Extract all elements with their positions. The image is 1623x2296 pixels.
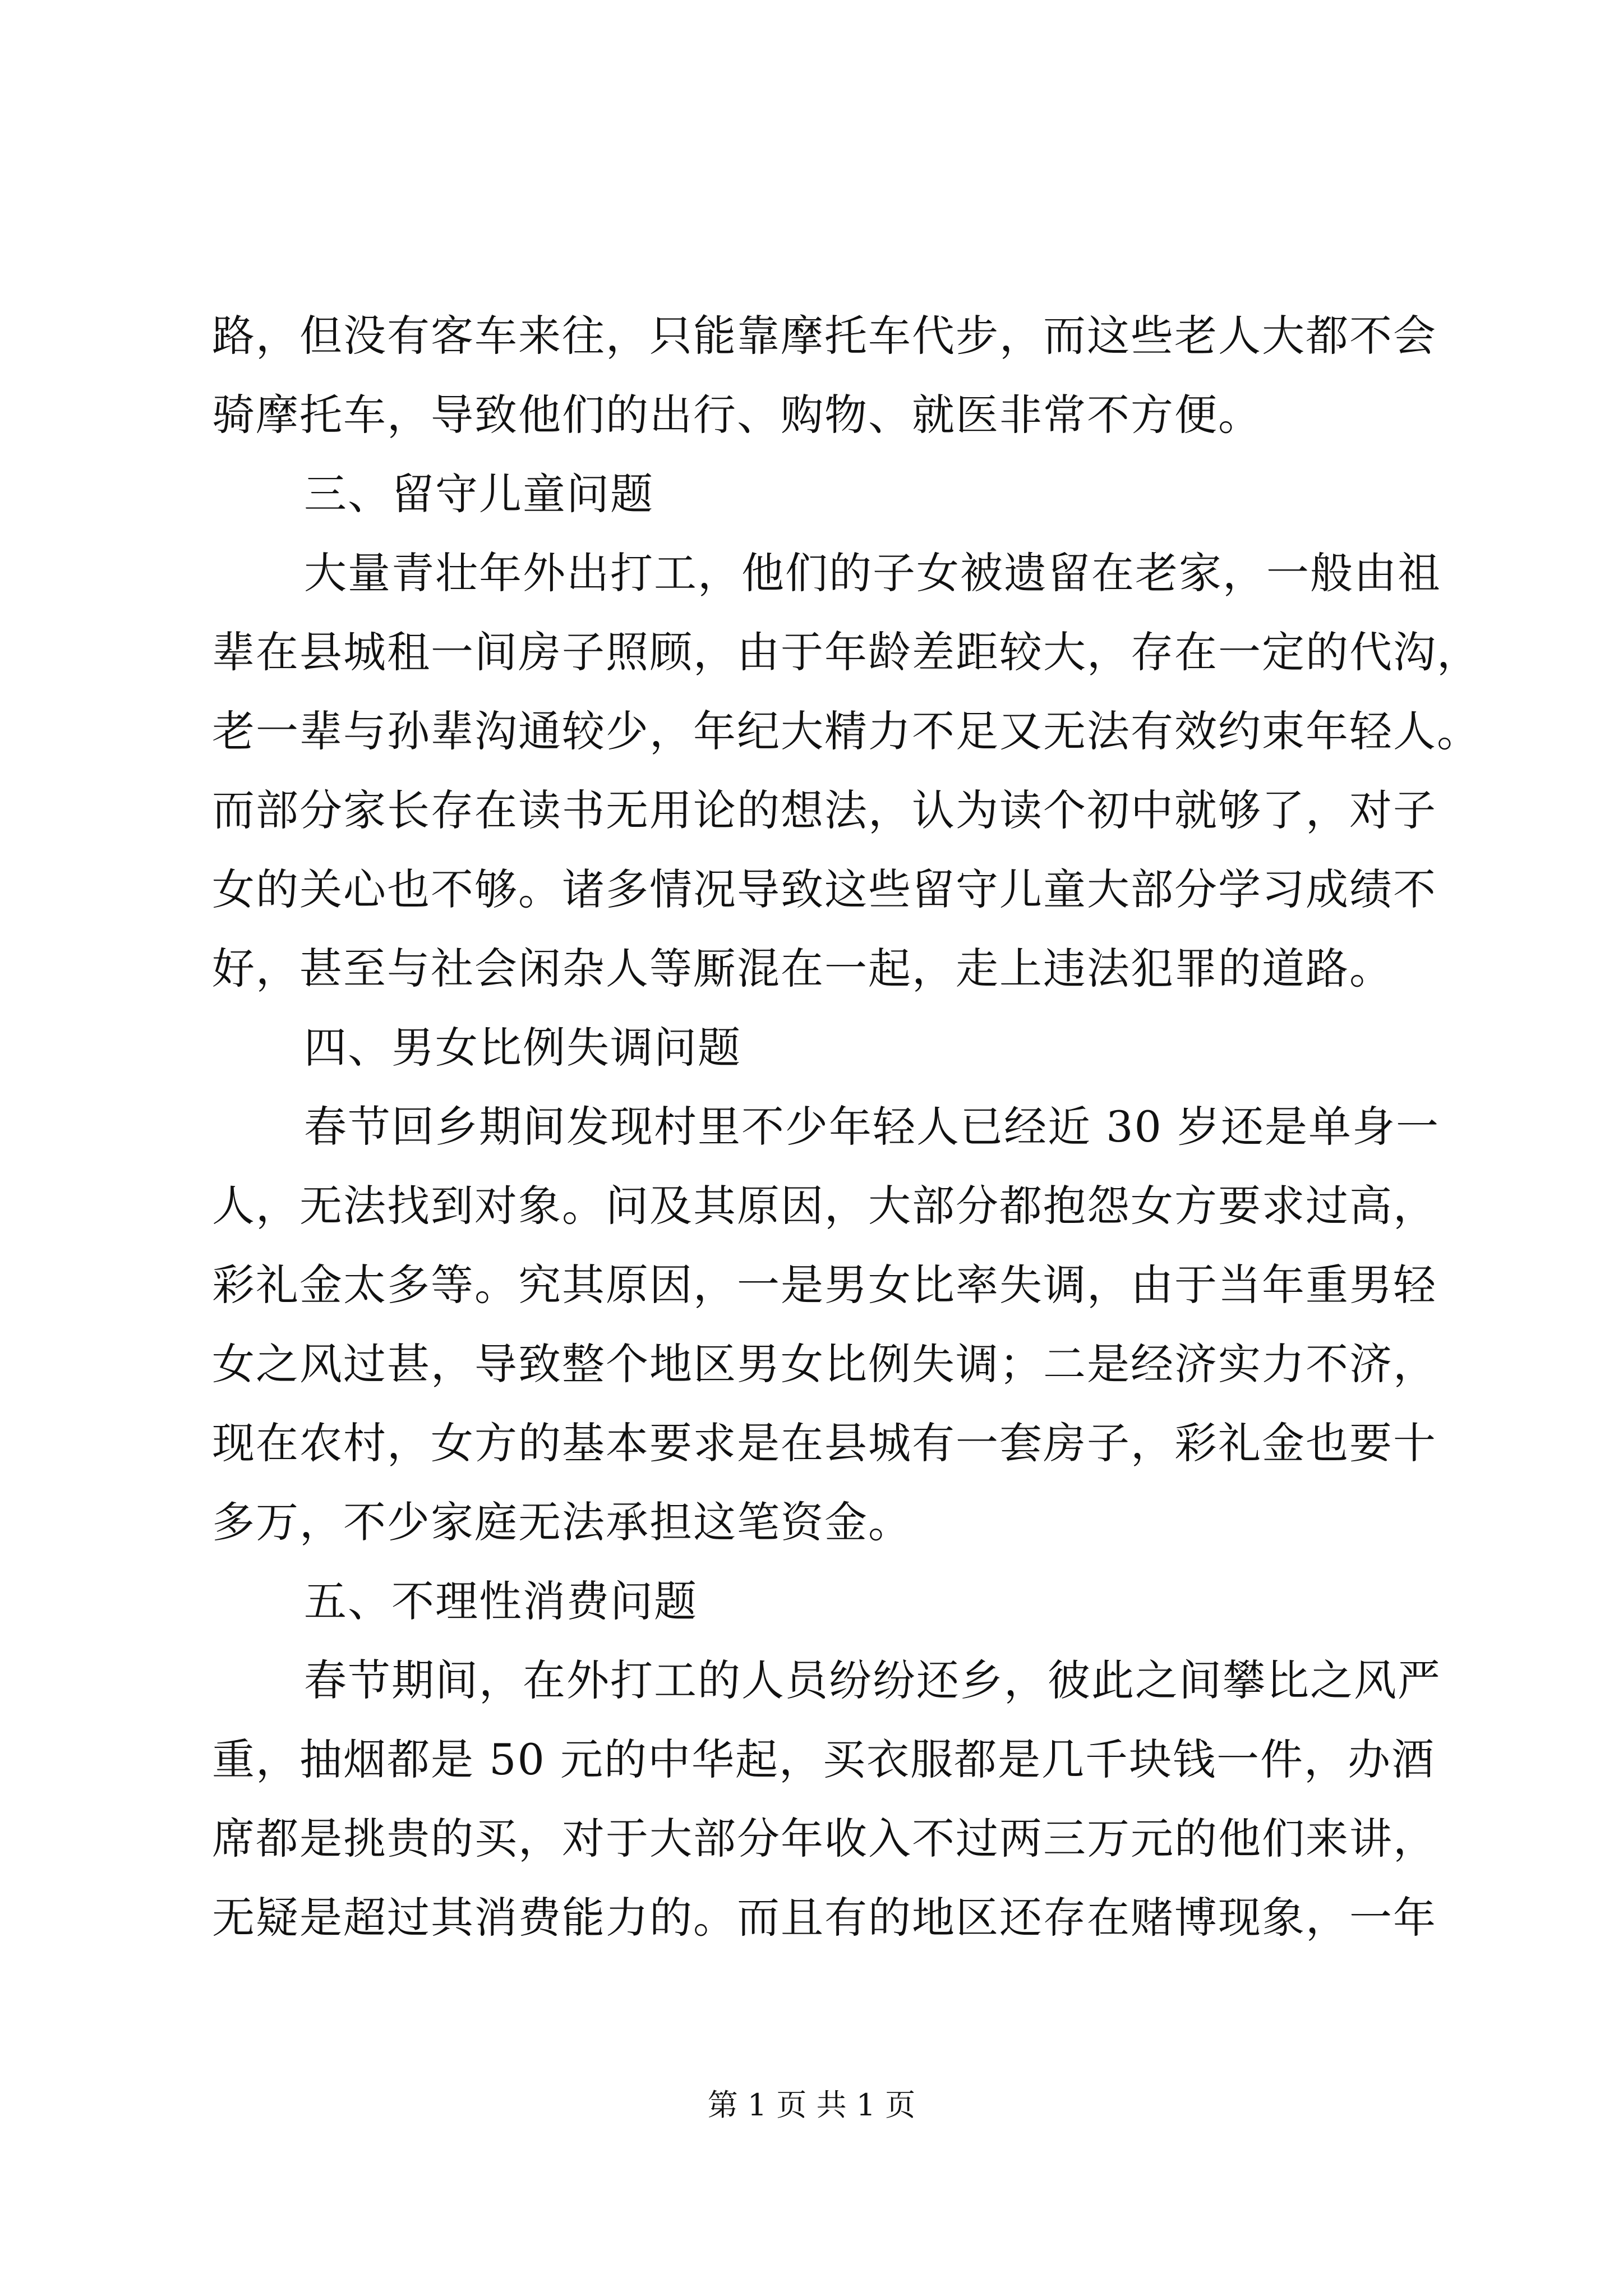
text-line: 席都是挑贵的买，对于大部分年收入不过两三万元的他们来讲，: [212, 1814, 1437, 1864]
section-heading: 四、男女比例失调问题: [304, 1023, 741, 1073]
text-line: 女之风过甚，导致整个地区男女比例失调；二是经济实力不济，: [212, 1339, 1437, 1389]
text-line: 辈在县城租一间房子照顾，由于年龄差距较大，存在一定的代沟，: [212, 627, 1481, 677]
text-line: 现在农村，女方的基本要求是在县城有一套房子，彩礼金也要十: [212, 1418, 1437, 1468]
page-number-footer: 第 1 页 共 1 页: [707, 2087, 916, 2123]
text-line: 春节期间，在外打工的人员纷纷还乡，彼此之间攀比之风严: [304, 1655, 1441, 1705]
text-line: 骑摩托车，导致他们的出行、购物、就医非常不方便。: [212, 390, 1262, 440]
text-line: 好，甚至与社会闲杂人等厮混在一起，走上违法犯罪的道路。: [212, 944, 1393, 993]
text-line: 路，但没有客车来往，只能靠摩托车代步，而这些老人大都不会: [212, 311, 1437, 361]
section-heading: 五、不理性消费问题: [304, 1576, 698, 1626]
section-heading: 三、留守儿童问题: [304, 469, 654, 519]
text-line: 而部分家长存在读书无用论的想法，认为读个初中就够了，对子: [212, 785, 1437, 835]
text-line: 春节回乡期间发现村里不少年轻人已经近 30 岁还是单身一: [304, 1102, 1440, 1152]
text-line: 人，无法找到对象。问及其原因，大部分都抱怨女方要求过高，: [212, 1181, 1437, 1231]
text-line: 无疑是超过其消费能力的。而且有的地区还存在赌博现象，一年: [212, 1893, 1437, 1943]
document-body: [212, 296, 1481, 1957]
text-line: 大量青壮年外出打工，他们的子女被遗留在老家，一般由祖: [304, 548, 1441, 598]
text-line: 多万，不少家庭无法承担这笔资金。: [212, 1497, 912, 1547]
text-line: 彩礼金太多等。究其原因，一是男女比率失调，由于当年重男轻: [212, 1260, 1437, 1310]
text-line: 重，抽烟都是 50 元的中华起，买衣服都是几千块钱一件，办酒: [212, 1734, 1436, 1784]
text-line: 女的关心也不够。诸多情况导致这些留守儿童大部分学习成绩不: [212, 864, 1437, 914]
text-line: 老一辈与孙辈沟通较少，年纪大精力不足又无法有效约束年轻人。: [212, 706, 1481, 756]
